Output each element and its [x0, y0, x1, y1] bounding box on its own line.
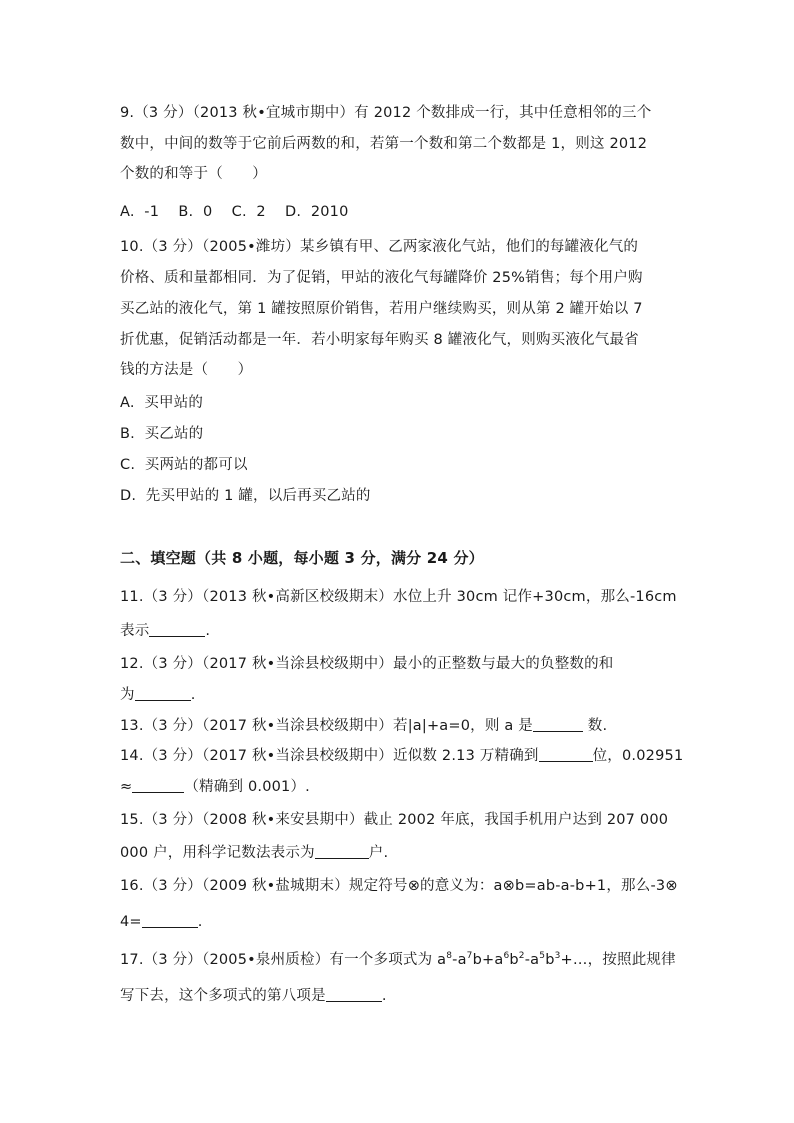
- q17-text-g: +…，按照此规律: [560, 952, 676, 968]
- q10-option-d: D. 先买甲站的 1 罐，以后再买乙站的: [120, 488, 371, 504]
- q13-answer-blank: [533, 717, 583, 732]
- q16-line-2: [120, 912, 203, 932]
- question-13: [120, 716, 607, 736]
- q17-text-b: -a: [452, 952, 467, 968]
- q17-exp: 5: [539, 951, 546, 961]
- q12-text: 为: [120, 687, 135, 703]
- q17-text-c: b+a: [472, 952, 504, 968]
- q10-line-4: 折优惠，促销活动都是一年．若小明家每年购买 8 罐液化气，则购买液化气最省: [120, 332, 639, 348]
- q9-line-2: 数中，中间的数等于它前后两数的和，若第一个数和第二个数都是 1，则这 2012: [120, 136, 648, 152]
- q17-text: 写下去，这个多项式的第八项是: [120, 988, 326, 1004]
- q11-text: 表示: [120, 623, 150, 639]
- section-heading-fill-in: 二、填空题（共 8 小题，每小题 3 分，满分 24 分）: [120, 549, 484, 567]
- q10-option-a: A. 买甲站的: [120, 395, 204, 411]
- q12-line-2: [120, 685, 196, 705]
- q11-line-2: [120, 621, 210, 641]
- q11-answer-blank: [149, 622, 205, 637]
- q14-line-2: [120, 777, 310, 797]
- q15-line-2: [120, 843, 388, 863]
- q9-line-3: 个数的和等于（ ）: [120, 166, 267, 182]
- q13-end: 数.: [582, 718, 608, 734]
- q15-line-1: 15.（3 分）（2008 秋•来安县期中）截止 2002 年底，我国手机用户达到 207 000: [120, 812, 669, 828]
- q17-exp: 8: [446, 951, 453, 961]
- q17-text-a: 17.（3 分）（2005•泉州质检）有一个多项式为 a: [120, 952, 447, 968]
- q10-line-2: 价格、质和量都相同．为了促销，甲站的液化气每罐降价 25%销售；每个用户购: [120, 270, 643, 286]
- q15-end: 户.: [368, 845, 389, 861]
- q14-end: （精确到 0.001）.: [184, 779, 310, 795]
- q17-exp: 2: [518, 951, 525, 961]
- q17-answer-blank: [326, 987, 382, 1002]
- q16-answer-blank: [142, 913, 198, 928]
- q16-text: 4=: [120, 914, 142, 930]
- q12-line-1: 12.（3 分）（2017 秋•当涂县校级期中）最小的正整数与最大的负整数的和: [120, 656, 614, 672]
- q14-text: 14.（3 分）（2017 秋•当涂县校级期中）近似数 2.13 万精确到: [120, 748, 539, 764]
- q16-end: .: [197, 914, 203, 930]
- q15-text: 000 户，用科学记数法表示为: [120, 845, 315, 861]
- q17-exp: 7: [466, 951, 473, 961]
- q9-options: A. -1 B. 0 C. 2 D. 2010: [120, 204, 349, 220]
- q17-exp: 3: [554, 951, 561, 961]
- q16-line-1: 16.（3 分）（2009 秋•盐城期末）规定符号⊗的意义为：a⊗b=ab-a-b+1，那么-3⊗: [120, 878, 678, 894]
- q14-answer-blank-1: [539, 747, 593, 762]
- q10-option-c: C. 买两站的都可以: [120, 457, 248, 473]
- q10-line-1: 10.（3 分）（2005•潍坊）某乡镇有甲、乙两家液化气站，他们的每罐液化气的: [120, 239, 639, 255]
- q13-text: 13.（3 分）（2017 秋•当涂县校级期中）若|a|+a=0，则 a 是: [120, 718, 533, 734]
- q11-line-1: 11.（3 分）（2013 秋•高新区校级期末）水位上升 30cm 记作+30cm，那么-16cm: [120, 589, 677, 605]
- q12-answer-blank: [135, 686, 191, 701]
- q12-end: .: [190, 687, 196, 703]
- q14-answer-blank-2: [132, 778, 184, 793]
- q15-answer-blank: [315, 844, 369, 859]
- q9-line-1: 9.（3 分）（2013 秋•宜城市期中）有 2012 个数排成一行，其中任意相邻的三个: [120, 105, 652, 121]
- q17-text-e: -a: [524, 952, 540, 968]
- q11-end: .: [205, 623, 211, 639]
- q14-line-1: [120, 746, 683, 766]
- q10-line-5: 钱的方法是（ ）: [120, 362, 253, 378]
- q17-line-2: [120, 986, 387, 1006]
- q17-text-d: b: [509, 952, 519, 968]
- q17-text-f: b: [545, 952, 555, 968]
- q10-option-b: B. 买乙站的: [120, 426, 204, 442]
- q14-text-2: 位，0.02951: [592, 748, 684, 764]
- q17-exp: 6: [503, 951, 510, 961]
- q10-line-3: 买乙站的液化气，第 1 罐按照原价销售，若用户继续购买，则从第 2 罐开始以 7: [120, 301, 643, 317]
- q17-end: .: [381, 988, 387, 1004]
- q14-approx: ≈: [120, 779, 133, 795]
- q17-line-1: [120, 950, 676, 970]
